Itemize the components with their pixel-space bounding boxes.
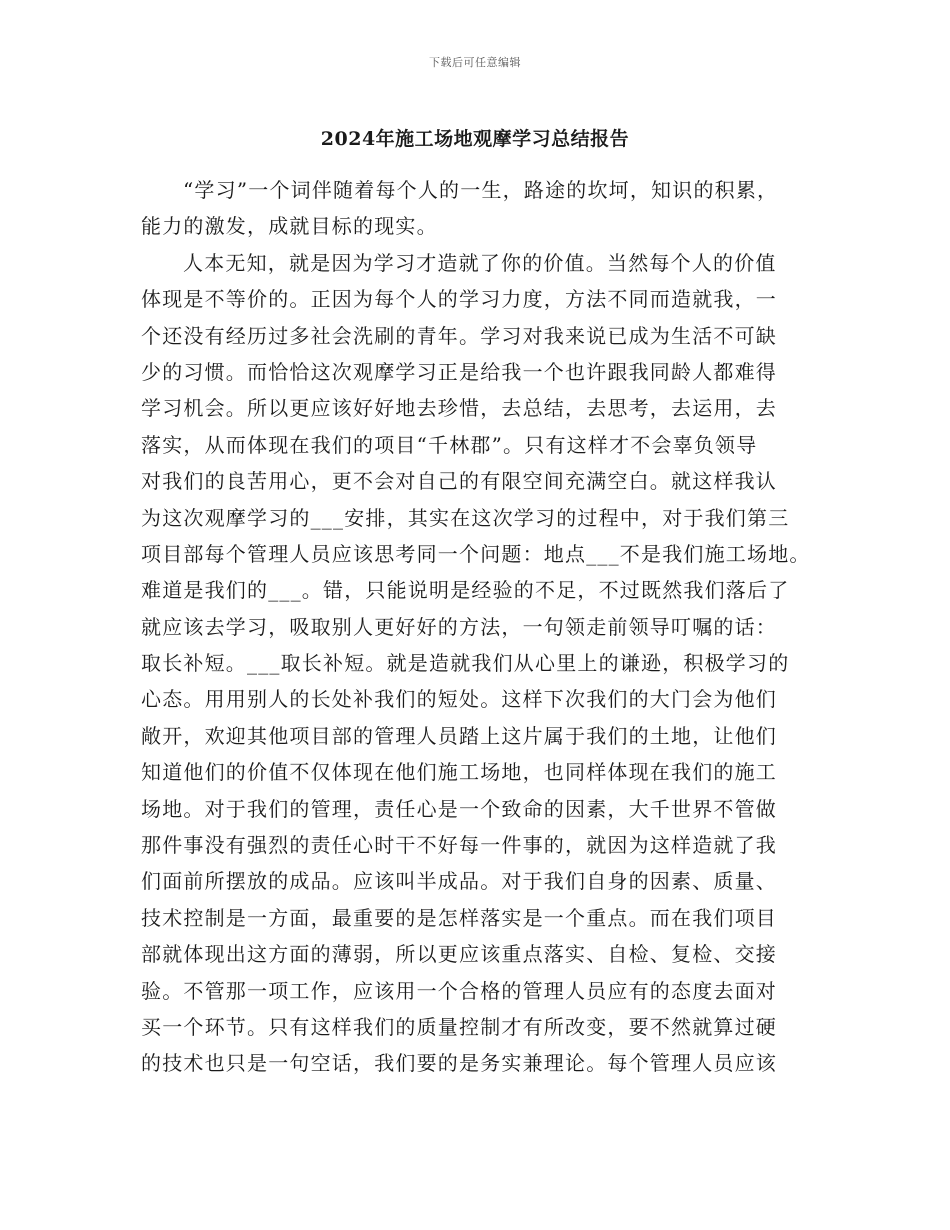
paragraph-line: 人本无知，就是因为学习才造就了你的价值。当然每个人的价值	[183, 250, 777, 275]
paragraph-line: 取长补短。___取长补短。就是造就我们从心里上的谦逊，积极学习的	[141, 651, 790, 676]
paragraph-line: 心态。用用别人的长处补我们的短处。这样下次我们的大门会为他们	[141, 687, 777, 712]
paragraph-line: 难道是我们的___。错，只能说明是经验的不足，不过既然我们落后了	[141, 578, 790, 603]
paragraph-line: 项目部每个管理人员应该思考同一个问题：地点___不是我们施工场地。	[141, 541, 811, 566]
paragraph-line: 的技术也只是一句空话，我们要的是务实兼理论。每个管理人员应该	[141, 1051, 777, 1076]
paragraph-line: 知道他们的价值不仅体现在他们施工场地，也同样体现在我们的施工	[141, 760, 777, 785]
paragraph-line: 场地。对于我们的管理，责任心是一个致命的因素，大千世界不管做	[141, 796, 777, 821]
paragraph-line: 学习机会。所以更应该好好地去珍惜，去总结，去思考，去运用，去	[141, 396, 777, 421]
header-note: 下载后可任意编辑	[429, 56, 521, 69]
body-text	[141, 172, 821, 1082]
paragraph-line: 少的习惯。而恰恰这次观摩学习正是给我一个也许跟我同龄人都难得	[141, 359, 777, 384]
document-title: 2024年施工场地观摩学习总结报告	[320, 128, 630, 150]
paragraph-line: 为这次观摩学习的___安排，其实在这次学习的过程中，对于我们第三	[141, 505, 790, 530]
paragraph-line: 就应该去学习，吸取别人更好好的方法，一句领走前领导叮嘱的话：	[141, 614, 777, 639]
paragraph-line: 部就体现出这方面的薄弱，所以更应该重点落实、自检、复检、交接	[141, 942, 777, 967]
paragraph-line: 技术控制是一方面，最重要的是怎样落实是一个重点。而在我们项目	[141, 905, 777, 930]
paragraph-line: 验。不管那一项工作，应该用一个合格的管理人员应有的态度去面对	[141, 978, 777, 1003]
paragraph-line: 能力的激发，成就目标的现实。	[141, 214, 438, 239]
paragraph-line: 对我们的良苦用心，更不会对自己的有限空间充满空白。就这样我认	[141, 469, 777, 494]
paragraph-line: “学习”一个词伴随着每个人的一生，路途的坎坷，知识的积累，	[183, 178, 779, 202]
paragraph-line: 落实，从而体现在我们的项目“千林郡”。只有这样才不会辜负领导	[141, 432, 758, 457]
paragraph-line: 买一个环节。只有这样我们的质量控制才有所改变，要不然就算过硬	[141, 1014, 777, 1039]
paragraph-line: 个还没有经历过多社会洗刷的青年。学习对我来说已成为生活不可缺	[141, 323, 777, 348]
paragraph-line: 们面前所摆放的成品。应该叫半成品。对于我们自身的因素、质量、	[141, 869, 777, 894]
paragraph-line: 体现是不等价的。正因为每个人的学习力度，方法不同而造就我，一	[141, 287, 777, 312]
paragraph-line: 敞开，欢迎其他项目部的管理人员踏上这片属于我们的土地，让他们	[141, 723, 777, 748]
paragraph-line: 那件事没有强烈的责任心时干不好每一件事的，就因为这样造就了我	[141, 833, 777, 858]
